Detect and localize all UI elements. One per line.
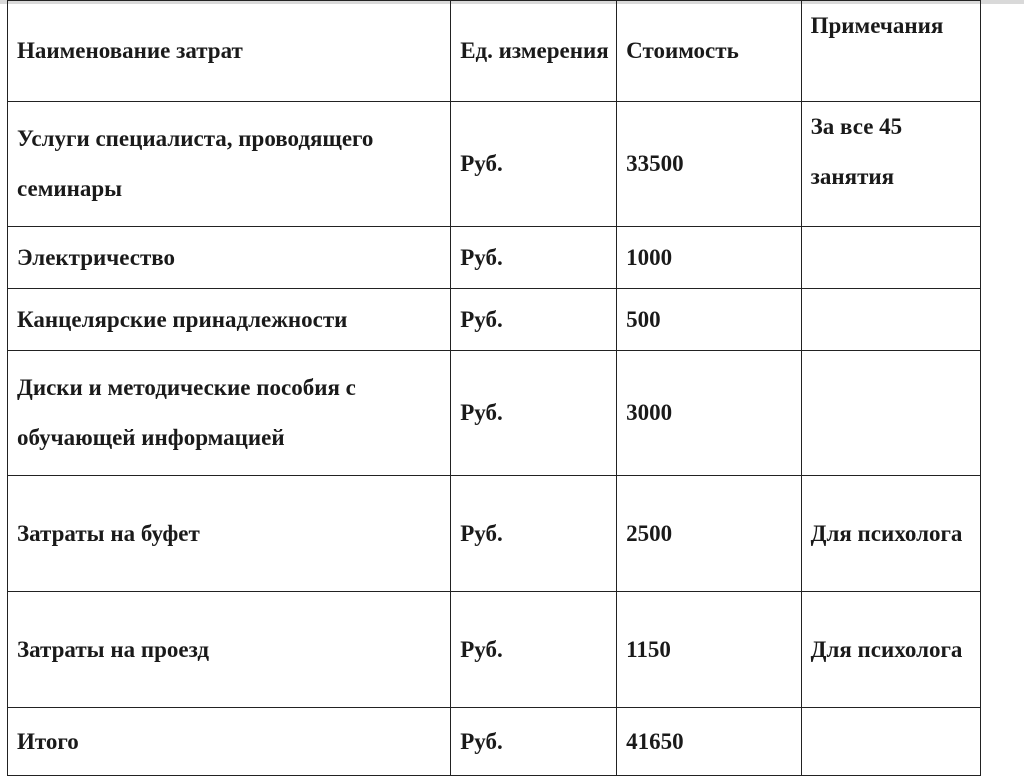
cell-cost: 41650	[617, 708, 801, 776]
table-row	[8, 476, 981, 592]
cell-note: Для психолога	[801, 476, 980, 592]
cell-unit: Руб.	[451, 102, 617, 227]
cell-unit: Руб.	[451, 289, 617, 351]
table-row	[8, 351, 981, 476]
cell-unit: Руб.	[451, 476, 617, 592]
cell-note: Для психолога	[801, 592, 980, 708]
cell-note: За все 45 занятия	[801, 102, 980, 227]
cell-name: Электричество	[8, 227, 451, 289]
cell-name: Итого	[8, 708, 451, 776]
cell-unit: Руб.	[451, 708, 617, 776]
table-row	[8, 102, 981, 227]
cell-unit: Руб.	[451, 351, 617, 476]
table-row	[8, 592, 981, 708]
cell-unit: Руб.	[451, 227, 617, 289]
header-unit: Ед. измерения	[451, 1, 617, 102]
cell-note	[801, 289, 980, 351]
cell-name: Диски и методические пособия с обучающей информацией	[8, 351, 451, 476]
cell-name: Затраты на буфет	[8, 476, 451, 592]
table-row	[8, 227, 981, 289]
cell-cost: 2500	[617, 476, 801, 592]
table-row-total	[8, 708, 981, 776]
header-name: Наименование затрат	[8, 1, 451, 102]
header-notes: Примечания	[801, 1, 980, 102]
cell-note	[801, 708, 980, 776]
cell-name: Услуги специалиста, проводящего семинары	[8, 102, 451, 227]
cell-name: Канцелярские принадлежности	[8, 289, 451, 351]
table-row	[8, 289, 981, 351]
header-cost: Стоимость	[617, 1, 801, 102]
cell-note	[801, 351, 980, 476]
cell-note	[801, 227, 980, 289]
cell-cost: 500	[617, 289, 801, 351]
cell-name: Затраты на проезд	[8, 592, 451, 708]
cell-unit: Руб.	[451, 592, 617, 708]
cell-cost: 1150	[617, 592, 801, 708]
table-header-row	[8, 1, 981, 102]
cost-table	[7, 0, 981, 776]
cell-cost: 33500	[617, 102, 801, 227]
cell-cost: 1000	[617, 227, 801, 289]
cell-cost: 3000	[617, 351, 801, 476]
